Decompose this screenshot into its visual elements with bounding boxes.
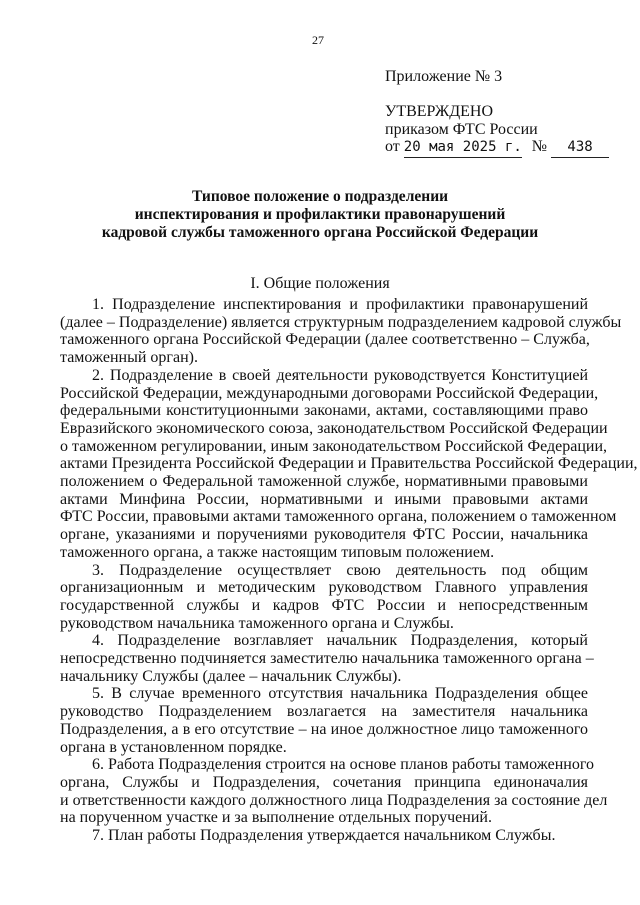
document-title [0,188,640,242]
text-line: Евразийского экономического союза, законодательством Российской Федерации [60,419,608,437]
section-heading: I. Общие положения [250,275,390,292]
order-date: 20 мая 2025 г. [404,139,522,158]
paragraph-3 [60,562,588,633]
text-line: актами Президента Российской Федерации и Правительства Российской Федерации, [60,455,638,473]
text-line: 3. Подразделение осуществляет свою деятельность под общим [92,561,588,579]
paragraph-7 [60,827,588,845]
paragraph-2 [60,366,638,562]
text-line: руководством начальника таможенного органа и Службы. [60,614,454,632]
paragraph-1 [60,296,622,367]
paragraph-6 [60,756,608,827]
text-line: государственной службы и кадров ФТС России и непосредственным [60,596,588,614]
text-line: 5. В случае временного отсутствия начальника Подразделения общее [92,685,588,703]
text-line: 6. Работа Подразделения строится на основе планов работы таможенного [92,756,594,774]
text-line: 4. Подразделение возглавляет начальник Подразделения, который [92,632,588,650]
approval-block [385,103,609,158]
text-line: актами Минфина России, нормативными и иными правовыми актами [60,490,588,508]
text-line: органе, указаниями и поручениями руководителя ФТС России, начальника [60,526,588,544]
text-line: о таможенном регулировании, иным законодательством Российской Федерации, [60,437,608,455]
text-line: таможенного органа, а также настоящим типовым положением. [60,543,495,561]
text-line: и ответственности каждого должностного лица Подразделения за состояние дел [60,791,608,809]
title-line: Типовое положение о подразделении [191,188,449,205]
text-line: ФТС России, правовыми актами таможенного органа, положением о таможенном [60,508,617,526]
text-line: федеральными конституционными законами, актами, составляющими право [60,402,588,420]
text-line: таможенный орган). [60,349,198,367]
text-line: 1. Подразделение инспектирования и профилактики правонарушений [92,296,588,313]
text-line: организационным и методическим руководством Главного управления [60,579,588,597]
title-line: кадровой службы таможенного органа Российской Федерации [101,224,539,241]
appendix-label: Приложение № 3 [385,68,503,85]
text-line: начальнику Службы (далее – начальник Службы). [60,667,402,685]
paragraph-4 [60,632,594,685]
text-line: Российской Федерации, международными договорами Российской Федерации, [60,384,599,402]
paragraph-5 [60,685,588,756]
text-line: Подразделения, а в его отсутствие – на иное должностное лицо таможенного [60,720,588,738]
page-number: 27 [312,33,324,47]
approved-label: УТВЕРЖДЕНО [385,103,494,120]
text-line: органа, Службы и Подразделения, сочетания принципа единоначалия [60,773,588,791]
order-date-line [385,138,609,158]
text-line: (далее – Подразделение) является структурным подразделением кадровой службы [60,313,622,331]
date-prefix: от [385,138,400,156]
document-body [60,296,638,845]
text-line: непосредственно подчиняется заместителю начальника таможенного органа – [60,650,594,668]
text-line: органа в установленном порядке. [60,738,287,756]
text-line: 2. Подразделение в своей деятельности руководствуется Конституцией [92,366,588,384]
order-label: приказом ФТС России [385,120,538,138]
text-line: таможенного органа Российской Федерации (далее соответственно – Служба, [60,331,590,349]
order-number: 438 [551,139,609,158]
text-line: 7. План работы Подразделения утверждается начальником Службы. [92,827,556,845]
text-line: руководство Подразделением возлагается на заместителя начальника [60,703,588,721]
title-line: инспектирования и профилактики правонарушений [134,206,506,223]
number-prefix: № [531,138,548,156]
text-line: положением о Федеральной таможенной службе, нормативными правовыми [60,473,588,491]
text-line: на порученном участке и за выполнение отдельных поручений. [60,809,492,827]
